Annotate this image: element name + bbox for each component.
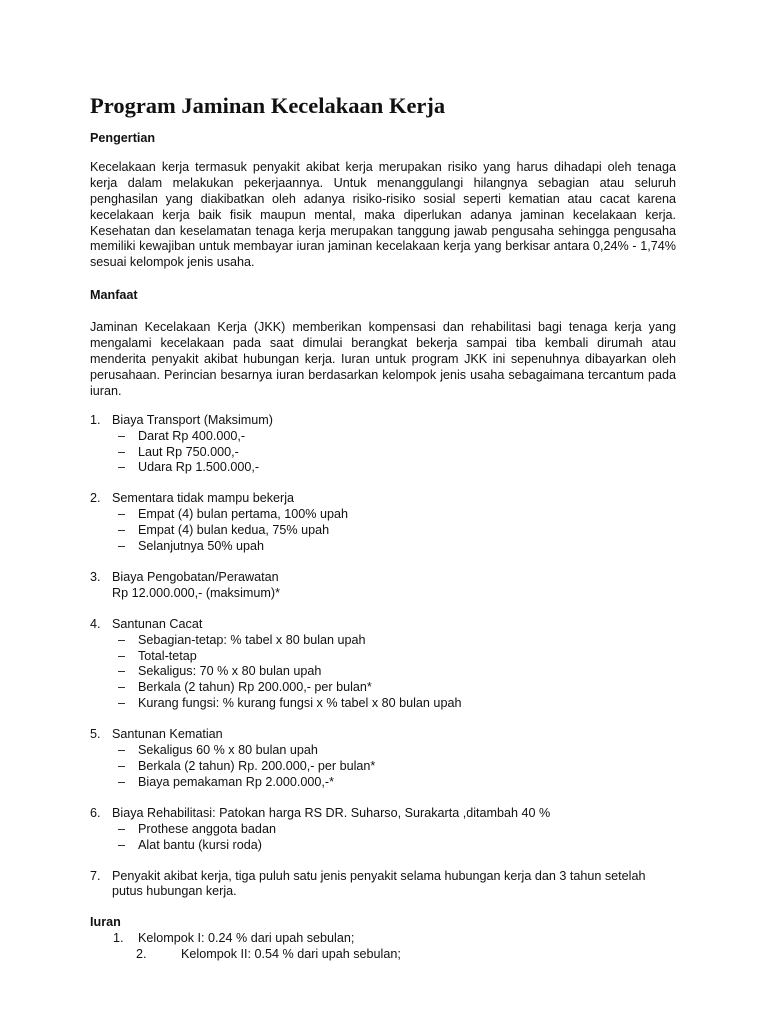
benefit-subitem [118,822,676,838]
paragraph-manfaat: Jaminan Kecelakaan Kerja (JKK) memberikan kompensasi dan rehabilitasi bagi tenaga kerja yang mengalami kecelakaan pada saat dimulai berangkat bekerja sampai tiba kembali dirumah atau menderita penyakit akibat hubungan kerja. Iuran untuk program JKK ini sepenuhnya dibayarkan oleh perusahaan. Perincian besarnya iuran berdasarkan kelompok jenis usaha sebagaimana tercantum pada iuran. [90,320,676,398]
benefit-subitem [118,680,676,696]
benefit-subitem [118,759,676,775]
dash-bullet: – [118,774,126,789]
dash-bullet: – [118,680,126,695]
iuran-item-number: 2. [136,947,147,962]
benefit-label: Santunan Cacat [112,616,203,631]
heading-pengertian: Pengertian [90,131,156,145]
benefit-subitem [118,633,676,649]
benefit-item [90,491,676,555]
benefit-sublist [112,822,676,854]
benefit-item [90,806,676,854]
benefit-subitem-text: Berkala (2 tahun) Rp. 200.000,- per bulan* [138,759,376,773]
dash-bullet: – [118,759,126,773]
benefit-subitem-text: Udara Rp 1.500.000,- [138,460,260,475]
benefit-subitem [118,539,676,555]
document-body [90,131,676,963]
benefit-number: 2. [90,491,101,506]
benefit-item [90,869,676,901]
benefit-subitem [118,775,676,791]
paragraph-pengertian: Kecelakaan kerja termasuk penyakit akibat kerja merupakan risiko yang harus dihadapi oleh tenaga kerja dalam melakukan pekerjaannya. Untuk menanggulangi hilangnya sebagian atau seluruh penghasilan yang diakibatkan oleh adanya risiko-risiko sosial seperti kematian atau cacat karena kecelakaan kerja baik fisik maupun mental, maka diperlukan adanya jaminan kecelakaan kerja. Kesehatan dan keselamatan tenaga kerja merupakan tanggung jawab pengusaha sehingga pengusaha memiliki kewajiban untuk membayar iuran jaminan kecelakaan kerja yang berkisar antara 0,24% - 1,74% sesuai kelompok jenis usaha. [90,159,676,270]
benefit-number: 7. [90,868,101,883]
benefit-subitem [118,838,676,854]
benefit-label: Penyakit akibat kerja, tiga puluh satu jenis penyakit selama hubungan kerja dan 3 tahun setelah putus hubungan kerja. [112,868,646,899]
benefit-subitem-text: Selanjutnya 50% upah [138,539,265,554]
iuran-item [90,947,676,963]
heading-manfaat: Manfaat [90,288,138,303]
benefit-subitem [118,507,676,523]
dash-bullet: – [118,460,126,475]
benefit-subitem-text: Kurang fungsi: % kurang fungsi x % tabel x 80 bulan upah [138,696,462,711]
benefit-sublist [112,743,676,791]
heading-iuran: Iuran [90,915,121,930]
benefit-label: Santunan Kematian [112,727,223,742]
benefit-number: 3. [90,569,101,584]
benefit-subitem-text: Laut Rp 750.000,- [138,444,239,459]
benefit-subitem [118,649,676,665]
benefit-subitem-text: Empat (4) bulan kedua, 75% upah [138,523,330,538]
benefit-item [90,617,676,712]
benefit-subitem [118,696,676,712]
benefit-detail: Rp 12.000.000,- (maksimum)* [112,585,280,600]
benefit-number: 6. [90,805,101,820]
benefit-subitem-text: Darat Rp 400.000,- [138,428,246,443]
dash-bullet: – [118,523,126,538]
benefit-item [90,570,676,602]
dash-bullet: – [118,821,126,836]
dash-bullet: – [118,648,126,663]
benefit-subitem [118,460,676,476]
benefit-subitem-text: Sekaligus: 70 % x 80 bulan upah [138,664,322,679]
benefit-sublist [112,429,676,477]
iuran-item-text: Kelompok II: 0.54 % dari upah sebulan; [181,947,401,962]
document-title: Program Jaminan Kecelakaan Kerja [90,93,446,118]
benefit-subitem-text: Berkala (2 tahun) Rp 200.000,- per bulan* [138,680,372,695]
benefit-number: 5. [90,727,101,742]
benefit-sublist [112,633,676,713]
dash-bullet: – [118,539,126,554]
iuran-item-text: Kelompok I: 0.24 % dari upah sebulan; [138,931,355,946]
benefit-subitem-text: Empat (4) bulan pertama, 100% upah [138,507,349,522]
dash-bullet: – [118,743,126,758]
iuran-list [90,931,676,963]
benefit-label: Sementara tidak mampu bekerja [112,491,295,506]
dash-bullet: – [118,696,126,711]
benefit-label: Biaya Transport (Maksimum) [112,412,273,427]
benefit-subitem-text: Total-tetap [138,648,197,663]
benefit-sublist [112,507,676,555]
benefit-subitem-text: Prothese anggota badan [138,821,276,836]
benefit-subitem [118,445,676,461]
dash-bullet: – [118,507,126,522]
benefit-subitem [118,664,676,680]
benefit-label: Biaya Rehabilitasi: Patokan harga RS DR. Suharso, Surakarta ,ditambah 40 % [112,805,551,820]
dash-bullet: – [118,444,126,459]
benefit-subitem-text: Sebagian-tetap: % tabel x 80 bulan upah [138,632,366,647]
benefit-item [90,413,676,477]
benefit-subitem [118,523,676,539]
iuran-item [90,931,676,947]
benefit-subitem [118,429,676,445]
iuran-item-number: 1. [113,931,124,946]
benefit-subitem-text: Biaya pemakaman Rp 2.000.000,-* [138,774,335,789]
benefit-subitem-text: Sekaligus 60 % x 80 bulan upah [138,743,318,758]
benefit-number: 1. [90,412,101,427]
benefit-number: 4. [90,616,101,631]
dash-bullet: – [118,664,126,679]
benefit-item [90,727,676,791]
dash-bullet: – [118,428,126,443]
dash-bullet: – [118,837,126,852]
dash-bullet: – [118,632,126,647]
benefit-label: Biaya Pengobatan/Perawatan [112,569,279,584]
benefits-list [90,413,676,901]
benefit-subitem-text: Alat bantu (kursi roda) [138,837,262,852]
benefit-subitem [118,743,676,759]
